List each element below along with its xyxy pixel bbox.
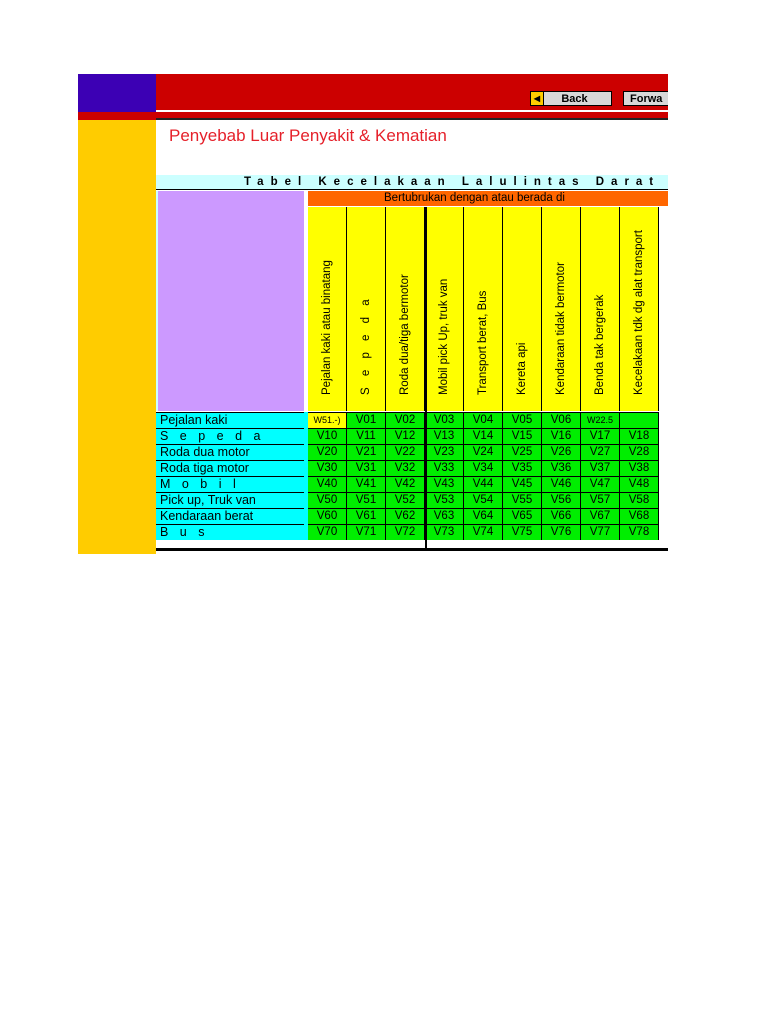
table-cell: V65 [503,508,542,524]
table-cell: V34 [464,460,503,476]
table-cell: V12 [386,428,425,444]
table-cell: V06 [542,412,581,428]
table-cell: V73 [425,524,464,540]
row-label: M o b i l [156,476,304,492]
table-cell: V28 [620,444,659,460]
column-header-label: Mobil pick Up, truk van [438,278,450,395]
column-divider [425,207,427,551]
table-cell: V14 [464,428,503,444]
table-cell: V32 [386,460,425,476]
table-cell: V21 [347,444,386,460]
table-cell: V64 [464,508,503,524]
table-cell: V75 [503,524,542,540]
row-label: Kendaraan berat [156,508,304,524]
table-cell: V18 [620,428,659,444]
table-cell: V72 [386,524,425,540]
table-cell: V25 [503,444,542,460]
column-header-label: Kereta api [516,342,528,395]
table-cell: V38 [620,460,659,476]
table-cell: V24 [464,444,503,460]
table-cell: V56 [542,492,581,508]
table-cell: V36 [542,460,581,476]
table-cell: V58 [620,492,659,508]
column-header-label: Roda dua/tiga bermotor [399,274,411,395]
left-panel [78,120,156,554]
table-cell: V46 [542,476,581,492]
table-cell: V23 [425,444,464,460]
row-label: Pick up, Truk van [156,492,304,508]
table-cell: V55 [503,492,542,508]
row-label: Roda dua motor [156,444,304,460]
column-header-label: Kendaraan tidak bermotor [555,262,567,395]
column-header-label: S e p e d a [360,295,372,395]
table-cell: V53 [425,492,464,508]
table-cell: V13 [425,428,464,444]
table-cell: V62 [386,508,425,524]
column-header-label: Kecelakaan tdk dg alat transport [633,230,645,395]
row-label: Pejalan kaki [156,412,304,428]
table-cell: V76 [542,524,581,540]
table-cell: V68 [620,508,659,524]
row-label: B u s [156,524,304,540]
table-cell: W51.-) [308,412,347,428]
table-cell: V66 [542,508,581,524]
table-cell: V61 [347,508,386,524]
column-header-9 [620,207,659,411]
back-button-label: Back [561,92,588,105]
page-title: Penyebab Luar Penyakit & Kematian [169,126,447,145]
table-cell: V60 [308,508,347,524]
column-header-label: Transport berat, Bus [477,290,489,395]
table-cell: V16 [542,428,581,444]
table-cell: V02 [386,412,425,428]
table-cell: V52 [386,492,425,508]
header-divider [156,118,668,120]
bottom-rule [156,548,668,551]
table-title: Tabel Kecelakaan Lalulintas Darat [156,175,668,190]
table-cell: V33 [425,460,464,476]
back-button[interactable] [530,91,612,106]
table-cell: V05 [503,412,542,428]
table-cell: V04 [464,412,503,428]
table-cell: V77 [581,524,620,540]
table-cell: V42 [386,476,425,492]
table-cell: V71 [347,524,386,540]
table-cell: V30 [308,460,347,476]
column-header-2 [347,207,386,411]
column-header-4 [425,207,464,411]
table-corner-cell [158,191,304,411]
column-header-1 [308,207,347,411]
column-header-label: Benda tak bergerak [594,294,606,395]
column-header-6 [503,207,542,411]
back-arrow-icon: ◀ [531,92,544,105]
table-cell: V40 [308,476,347,492]
table-cell: V48 [620,476,659,492]
table-cell: V17 [581,428,620,444]
table-cell: V11 [347,428,386,444]
table-cell: V54 [464,492,503,508]
table-cell: V43 [425,476,464,492]
forward-button[interactable] [623,91,668,106]
table-cell: V26 [542,444,581,460]
table-cell: V44 [464,476,503,492]
table-cell: V57 [581,492,620,508]
table-cell: V10 [308,428,347,444]
table-cell: V22 [386,444,425,460]
table-cell: V01 [347,412,386,428]
table-cell: V74 [464,524,503,540]
column-header-7 [542,207,581,411]
table-cell: V37 [581,460,620,476]
table-cell: V41 [347,476,386,492]
table-cell: V03 [425,412,464,428]
column-header-8 [581,207,620,411]
column-header-3 [386,207,425,411]
table-cell: W22.5 [581,412,620,428]
table-cell: V78 [620,524,659,540]
table-cell: V67 [581,508,620,524]
table-cell: V15 [503,428,542,444]
table-cell: V63 [425,508,464,524]
table-cell [620,412,659,428]
slide-frame [78,74,668,554]
table-cell: V70 [308,524,347,540]
left-red-strip [78,112,156,120]
table-cell: V31 [347,460,386,476]
table-cell: V47 [581,476,620,492]
group-header: Bertubrukan dengan atau berada di [308,191,668,206]
table-cell: V27 [581,444,620,460]
table-cell: V20 [308,444,347,460]
table-cell: V45 [503,476,542,492]
table-cell: V50 [308,492,347,508]
row-label: S e p e d a [156,428,304,444]
table-cell: V51 [347,492,386,508]
row-label: Roda tiga motor [156,460,304,476]
column-header-label: Pejalan kaki atau binatang [321,260,333,395]
corner-block [78,74,156,112]
table-cell: V35 [503,460,542,476]
forward-button-label: Forwa [630,92,663,105]
column-header-5 [464,207,503,411]
